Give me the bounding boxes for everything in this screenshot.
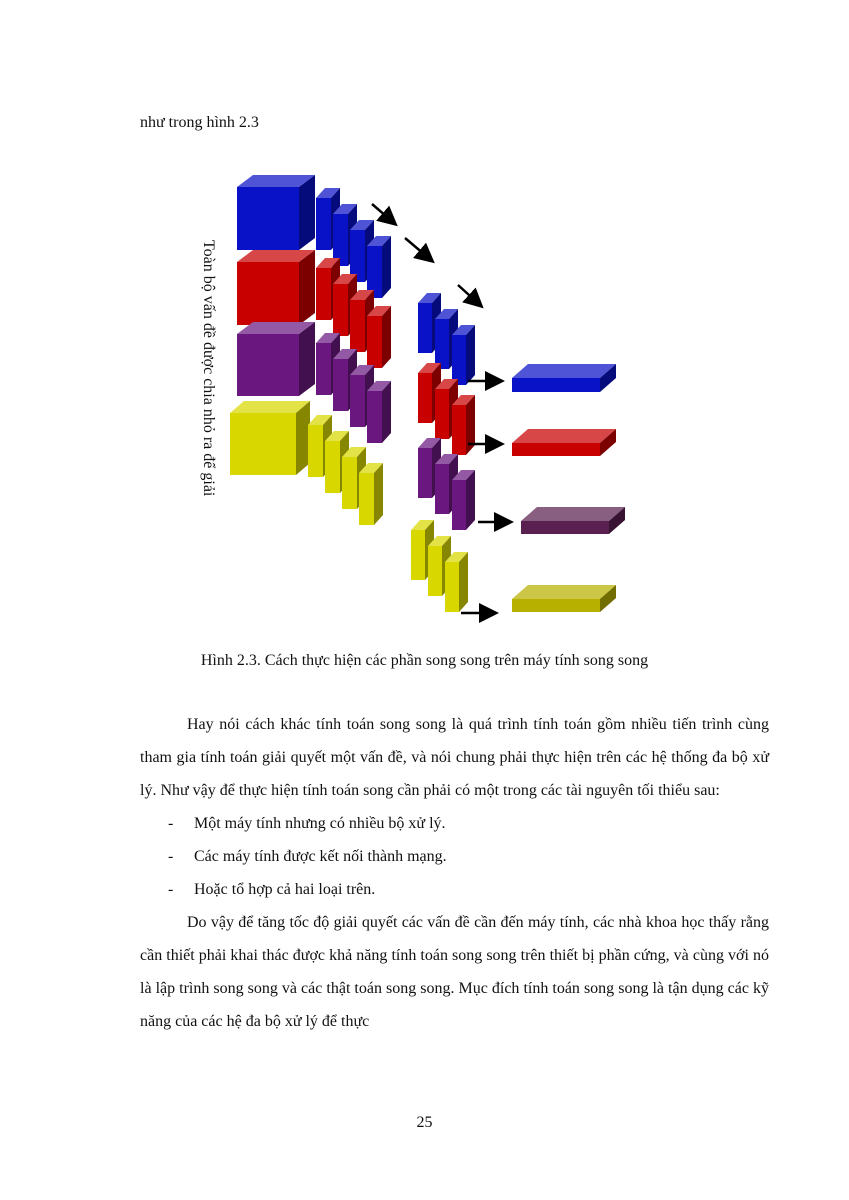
bullet-text: Các máy tính được kết nối thành mạng. — [194, 848, 447, 865]
flow-arrow — [458, 285, 480, 305]
figure-vertical-label: Toàn bộ vấn đề được chia nhỏ ra để giải — [200, 240, 217, 497]
result-bar-purple-front — [521, 521, 609, 534]
result-bar-red-top — [512, 429, 616, 443]
paragraph-2: Do vậy để tăng tốc độ giải quyết các vấn đề cần đến máy tính, các nhà khoa học thấy rằng cần thiết phải khai thác được khả năng tính toán song song trên thiết bị phần cứng, và cùng với nó là lập trình song song và các thật toán song song. Mục đích tính toán song song là tận dụng các kỹ năng của các hệ đa bộ xử lý để thực — [140, 914, 769, 1030]
bullet-dash: - — [168, 815, 174, 832]
mid-slab-blue-front — [435, 319, 449, 369]
bullet-text: Một máy tính nhưng có nhiều bộ xử lý. — [194, 815, 446, 832]
mid-slab-blue-side — [466, 325, 475, 385]
big-cube-yellow-top — [230, 401, 310, 413]
bullet-item — [140, 873, 769, 906]
slab-yellow-front — [359, 473, 374, 525]
mid-slab-blue-front — [418, 303, 432, 353]
mid-slab-purple-side — [466, 470, 475, 530]
big-cube-red-side — [299, 250, 315, 325]
result-bar-yellow-top — [512, 585, 616, 599]
mid-slab-red-front — [452, 405, 466, 455]
slab-red-side — [382, 306, 391, 368]
slab-blue-front — [316, 198, 331, 250]
slab-red-front — [316, 268, 331, 320]
result-bar-yellow-front — [512, 599, 600, 612]
mid-slab-yellow-side — [459, 552, 468, 612]
result-bar-red-front — [512, 443, 600, 456]
mid-slab-red-front — [435, 389, 449, 439]
figure-caption: Hình 2.3. Cách thực hiện các phần song song trên máy tính song song — [200, 652, 649, 669]
big-cube-yellow-side — [296, 401, 310, 475]
slab-purple-side — [382, 381, 391, 443]
bullet-text: Hoặc tổ hợp cả hai loại trên. — [194, 881, 376, 898]
slab-red-front — [350, 300, 365, 352]
mid-slab-red-side — [466, 395, 475, 455]
slab-purple-front — [316, 343, 331, 395]
bullet-dash: - — [168, 881, 174, 898]
body-text — [140, 708, 769, 1038]
slab-yellow-front — [308, 425, 323, 477]
mid-slab-purple-front — [418, 448, 432, 498]
slab-blue-side — [382, 236, 391, 298]
slab-red-front — [333, 284, 348, 336]
big-cube-yellow-front — [230, 413, 296, 475]
mid-slab-yellow-front — [445, 562, 459, 612]
mid-slab-blue-front — [452, 335, 466, 385]
slab-purple-front — [333, 359, 348, 411]
bullet-dash: - — [168, 848, 174, 865]
parallel-computing-figure — [180, 168, 650, 628]
slab-yellow-front — [325, 441, 340, 493]
slab-red-front — [367, 316, 382, 368]
mid-slab-red-front — [418, 373, 432, 423]
result-bar-blue-front — [512, 378, 600, 392]
mid-slab-yellow-front — [411, 530, 425, 580]
slab-yellow-side — [374, 463, 383, 525]
flow-arrow — [372, 204, 394, 223]
mid-slab-purple-front — [452, 480, 466, 530]
bullet-item — [140, 840, 769, 873]
big-cube-blue-front — [237, 187, 299, 250]
bullet-item — [140, 807, 769, 840]
big-cube-purple-front — [237, 334, 299, 396]
intro-text: như trong hình 2.3 — [140, 114, 259, 131]
flow-arrow — [405, 238, 431, 260]
slab-purple-front — [350, 375, 365, 427]
slab-purple-front — [367, 391, 382, 443]
result-bar-blue-top — [512, 364, 616, 378]
page-number: 25 — [416, 1114, 433, 1131]
paragraph-1: Hay nói cách khác tính toán song song là quá trình tính toán gồm nhiều tiến trình cùng tham gia tính toán giải quyết một vấn đề, và nói chung phải thực hiện trên các hệ thống đa bộ xử lý. Như vậy để thực hiện tính toán song cần phải có một trong các tài nguyên tối thiểu sau: — [140, 716, 769, 799]
big-cube-blue-side — [299, 175, 315, 250]
result-bar-purple-top — [521, 507, 625, 521]
mid-slab-purple-front — [435, 464, 449, 514]
big-cube-red-front — [237, 262, 299, 325]
slab-yellow-front — [342, 457, 357, 509]
big-cube-purple-side — [299, 322, 315, 396]
mid-slab-yellow-front — [428, 546, 442, 596]
